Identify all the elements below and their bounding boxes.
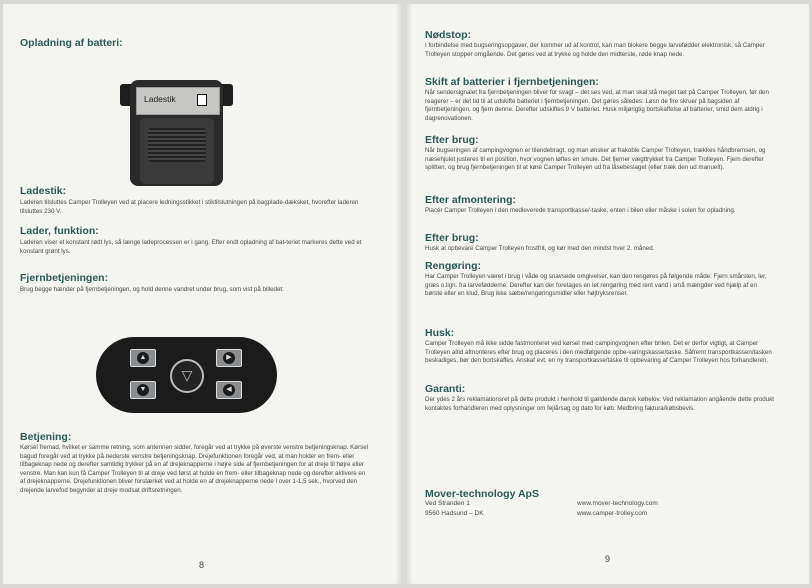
turn-left-button-icon: ◀: [216, 381, 242, 399]
backward-button-icon: ▼: [130, 381, 156, 399]
section-heading: Efter brug:: [425, 134, 479, 146]
address-city: 9560 Hadsund – DK: [425, 509, 484, 517]
section-text: Camper Trolleyen må ikke sidde fastmonteret ved kørsel med campingvognen efter brilen. Det er derfor vigtigt, at Camper Trolleyen altid afmonteres efter brug og placeres i den medfølgende opbe-varingskasse/taske. Såfremt transportkassen/tasken beskadiges, bør den bortskaffes. Anskaf evt. en ny transportkasse/taske til opbevaring af Camper Trolleyen hos forhandleren.: [425, 340, 772, 365]
section-text: Husk at opbevare Camper Trolleyen frostfrit, og kør med den mindst hver 2. måned.: [425, 245, 655, 252]
section-text: Når bugseringen af campingvognen er tilendebragt, og man ønsker at frakoble Camper Trolleyen, trækkes håndbremsen, og næsehjulet justeres til en position, hvor vognen løftes en smule. Det fjerner vægttrykket fra Camper Trolleyen. Fjern derefter splitten, og brug fjernbetjeningen til at køre Camper Trolleyen ud fra låsebeslaget (eller træk den ud manuelt).: [425, 147, 766, 172]
emergency-stop-icon: ▽: [170, 359, 204, 393]
charger-photo: [118, 72, 235, 188]
section-text: Kørsel fremad, hvilket er samme retning, som antennen sidder, foregår ved at trykke på øverste venstre betjeningsknap. Kørsel bagud foregår ved at trykke på nederste venstre betjeningsknap. Drejefunktionen foregår ved, at man holder en frem- eller tilbageknap nede og derefter samtidig trykker på en af drejeknapperne i højre side af fjernbetjeningen for at dreje til højre eller venstre. Man kan kun få Camper Trolleyen til at dreje ved først at holde en frem- eller tilbageknap nede og derefter aktivere en af drejeknapperne. Drejefunktionen bliver forstærket ved at holde en af drejeknapperne nede i over 1-1,5 sek., hvorved den drejende larvefod begynder at dreje modsat driftsretningen.: [20, 444, 369, 494]
section-heading: Efter brug:: [425, 232, 479, 244]
section-heading: Garanti:: [425, 383, 466, 395]
section-heading: Efter afmontering:: [425, 194, 517, 206]
section-text: Laderen viser et konstant rødt lys, så længe ladeprocessen er i gang. Efter endt opladning af bat-teriet markeres dette ved et konstant grønt lys.: [20, 239, 362, 255]
page-number: 9: [605, 554, 611, 564]
section-heading: Lader, funktion:: [20, 225, 99, 237]
charger-label: Ladestik: [144, 94, 176, 104]
battery-charging-heading: Opladning af batteri:: [20, 37, 123, 49]
section-heading: Ladestik:: [20, 185, 67, 197]
section-text: I forbindelse med bugseringsopgaver, der kommer ud af kontrol, kan man blokere begge larvefødder elektronisk, så Camper Trolleyen stopper omgående. Det gøres ved at trykke og holde den midterste, røde knap nede.: [425, 42, 765, 58]
forward-button-icon: ▲: [130, 349, 156, 367]
section-text: Brug begge hænder på fjernbetjeningen, og hold denne vandret under brug, som vist på billedet:: [20, 286, 284, 293]
page-number: 8: [199, 560, 205, 570]
section-heading: Husk:: [425, 327, 455, 339]
website-link[interactable]: www.camper-trolley.com: [577, 509, 648, 517]
section-heading: Betjening:: [20, 431, 72, 443]
section-text: Placér Camper Trolleyen i den medleverede transportkasse/-taske, enten i bilen eller måske i solen for opladning.: [425, 207, 736, 214]
section-text: Der ydes 2 års reklamationsret på dette produkt i henhold til gældende dansk købelov. Ved reklamation angående dette produkt kontaktes forhandleren med oplysninger om fejlårsag og dato for køb. Medbring faktura/købsbevis.: [425, 396, 775, 412]
section-text: Når sendersignalet fra fjernbetjeningen bliver for svagt – det ses ved, at man skal stå meget tæt på Camper Trolleyen, før den reagerer – er det tid til at udskifte batteriet i fjernbetjeningen. Det gøres således: Løsn de fire skruer på bagsiden af fjernbetjeningen, og fjern denne. Derefter udskiftes 9 V batteriet. Husk miljørigtig bortskaffelse af batterier, smid dem aldrig i dagrenovationen.: [425, 89, 769, 122]
address-street: Ved Stranden 1: [425, 500, 470, 507]
section-heading: Skift af batterier i fjernbetjeningen:: [425, 76, 599, 88]
charger-led-icon: [197, 94, 207, 106]
left-page: [3, 4, 402, 584]
section-text: Har Camper Trolleyen været i brug i våde og snavsede omgivelser, kan den rengøres på følgende måde: Fjern smårsten, ler, græs o.lign. fra larvefødderne. Derefter kan der foretages en let rengøring med rent vand i små mængder ved hjælp af en børste eller en klud. Brug ikke sæbe/rengøringsmidler eller højtryksrenser.: [425, 273, 767, 298]
company-address: [425, 499, 484, 518]
section-heading: Nødstop:: [425, 29, 472, 41]
section-text: Laderen tilsluttes Camper Trolleyen ved at placere ledningsstikket i stiktilslutningen på bagplade-dæksket, hvorefter laderen tilsluttes 230 V.: [20, 199, 359, 215]
right-page: [406, 4, 809, 584]
website-link[interactable]: www.mover-technology.com: [577, 500, 658, 507]
turn-right-button-icon: ▶: [216, 349, 242, 367]
company-websites: [577, 499, 658, 518]
section-heading: Rengøring:: [425, 260, 481, 272]
company-name: Mover-technology ApS: [425, 488, 539, 500]
remote-control-photo: [96, 337, 277, 413]
section-heading: Fjernbetjeningen:: [20, 272, 109, 284]
